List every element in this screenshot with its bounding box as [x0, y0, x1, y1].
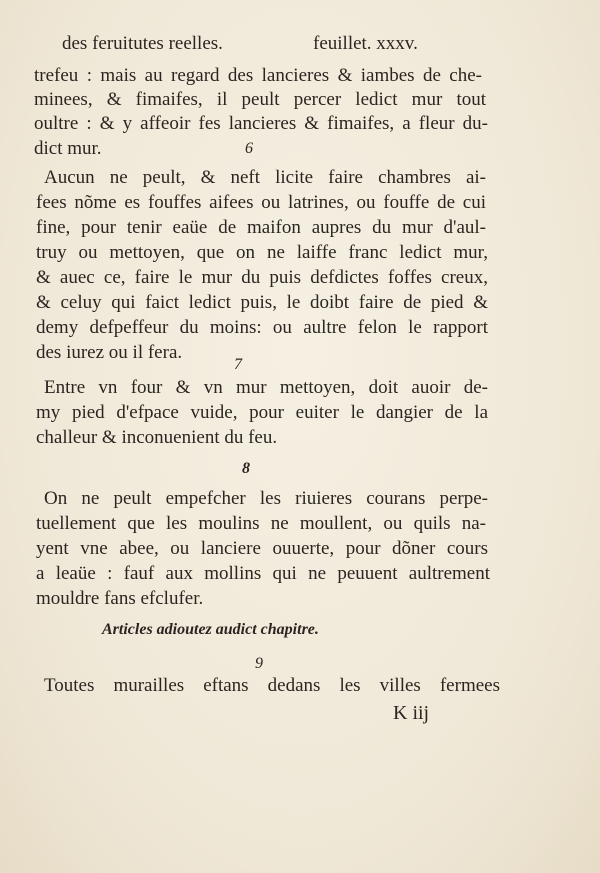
- text-line: dict mur.: [34, 138, 102, 159]
- text-line: a leaüe : fauf aux mollins qui ne peuuent aultrement: [36, 563, 490, 584]
- text-line: Aucun ne peult, & neft licite faire chambres ai-: [44, 167, 486, 188]
- text-line: fine, pour tenir eaüe de maifon aupres du mur d'aul-: [36, 217, 486, 238]
- signature-mark: K iij: [393, 702, 430, 724]
- text-line: tuellement que les moulins ne moullent, ou quils na-: [36, 513, 486, 534]
- text-line: Entre vn four & vn mur mettoyen, doit auoir de-: [44, 377, 488, 398]
- article-number: 6: [245, 140, 253, 157]
- article-number: 9: [255, 655, 263, 672]
- text-line: des iurez ou il fera.: [36, 342, 183, 363]
- text-line: yent vne abee, ou lanciere ouuerte, pour dõner cours: [36, 538, 488, 559]
- article-number: 7: [234, 356, 242, 373]
- text-line: trefeu : mais au regard des lancieres & iambes de che-: [34, 65, 482, 86]
- text-line: mouldre fans efclufer.: [36, 588, 204, 609]
- section-subheading: Articles adioutez audict chapitre.: [102, 621, 319, 638]
- text-line: & auec ce, faire le mur du puis defdictes foffes creux,: [36, 267, 488, 288]
- text-line: Toutes murailles eftans dedans les villes fermees: [44, 675, 500, 696]
- running-head: des feruitutes reelles.: [62, 33, 223, 54]
- text-line: On ne peult empefcher les riuieres courans perpe-: [44, 488, 488, 509]
- text-line: demy defpeffeur du moins: ou aultre felon le rapport: [36, 317, 488, 338]
- text-line: challeur & inconuenient du feu.: [36, 427, 278, 448]
- text-line: fees nõme es fouffes aifees ou latrines, ou fouffe de cui: [36, 192, 486, 213]
- article-number: 8: [242, 460, 250, 477]
- text-line: oultre : & y affeoir fes lancieres & fimaifes, a fleur du-: [34, 113, 488, 134]
- text-line: & celuy qui faict ledict puis, le doibt faire de pied &: [36, 292, 488, 313]
- text-line: truy ou mettoyen, que on ne laiffe franc ledict mur,: [36, 242, 488, 263]
- text-line: minees, & fimaifes, il peult percer ledict mur tout: [34, 89, 486, 110]
- text-line: my pied d'efpace vuide, pour euiter le dangier de la: [36, 402, 488, 423]
- folio-number: feuillet. xxxv.: [313, 33, 418, 54]
